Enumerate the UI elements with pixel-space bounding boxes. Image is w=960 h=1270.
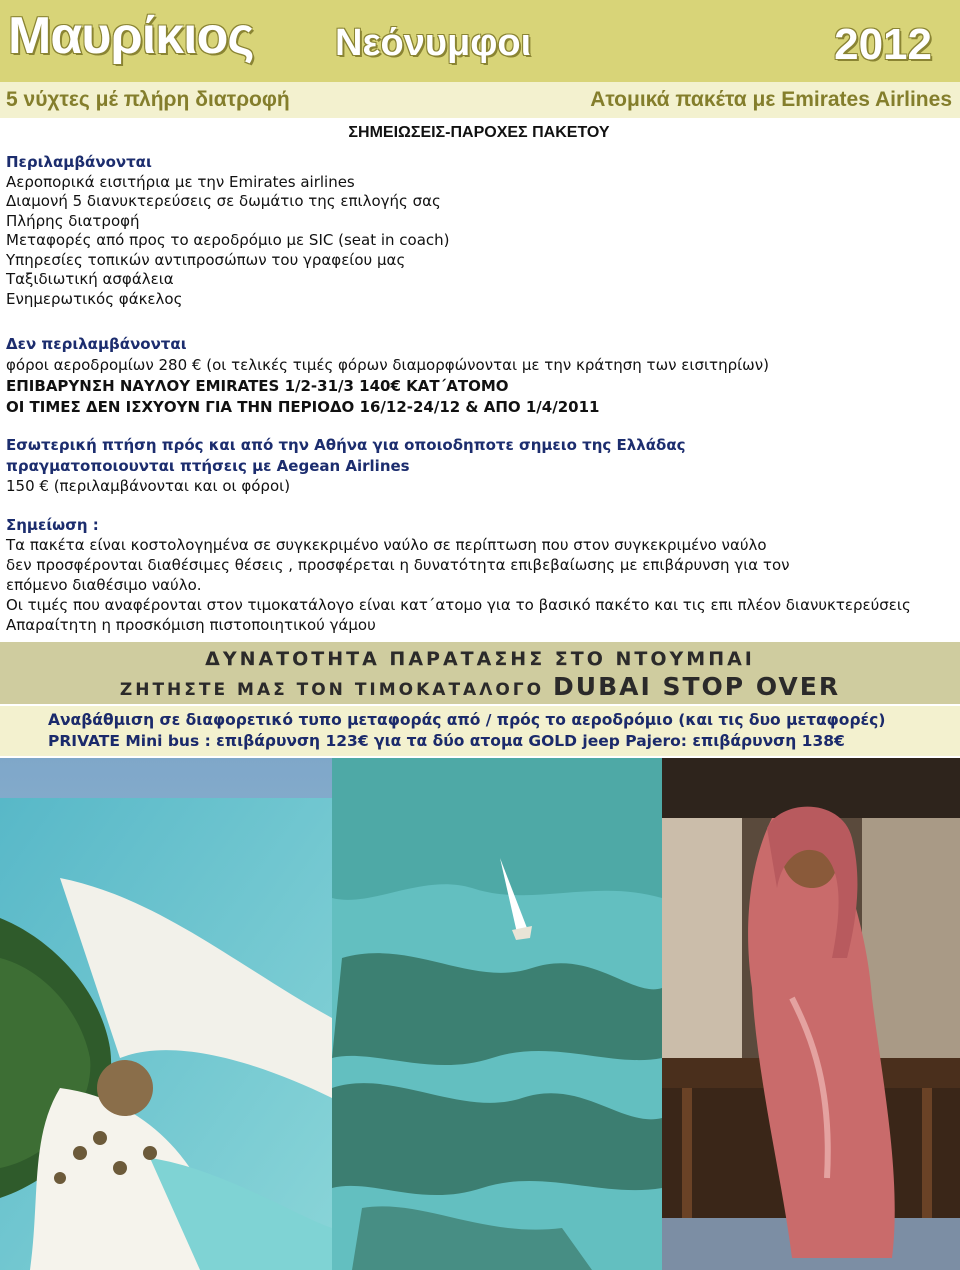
domestic-price: 150 € (περιλαμβάνονται και οι φόροι)	[6, 477, 291, 495]
included-item: Ενημερωτικός φάκελος	[6, 289, 183, 308]
note-line: Απαραίτητη η προσκόμιση πιστοποιητικού γάμου	[6, 616, 376, 634]
domestic-line: Εσωτερική πτήση πρός και από την Αθήνα για οποιοδηποτε σημειο της Ελλάδας	[6, 436, 686, 454]
package-info-text: Ατομικά πακέτα με Emirates Airlines	[590, 88, 952, 111]
domestic-flight-block	[6, 435, 686, 497]
dubai-stopover-box	[0, 642, 960, 704]
not-included-heading: Δεν περιλαμβάνονται	[6, 335, 187, 353]
domestic-line: πραγματοποιουνται πτήσεις με Aegean Airlines	[6, 456, 410, 475]
note-line: Τα πακέτα είναι κοστολογημένα σε συγκεκριμένο ναύλο σε περίπτωση που στον συγκεκριμένο ναύλο	[6, 536, 767, 554]
section-heading-text: ΣΗΜΕΙΩΣΕΙΣ-ΠΑΡΟΧΕΣ ΠΑΚΕΤΟΥ	[348, 124, 610, 141]
included-item: Διαμονή 5 διανυκτερεύσεις σε δωμάτιο της επιλογής σας	[6, 192, 441, 210]
included-item: Υπηρεσίες τοπικών αντιπροσώπων του γραφείου μας	[6, 250, 406, 269]
transfer-upgrade-box	[0, 706, 960, 756]
title-bar	[0, 0, 960, 82]
included-item: Αεροπορικά εισιτήρια με την Emirates airlines	[6, 172, 355, 191]
note-line: Οι τιμές που αναφέρονται στον τιμοκατάλογο είναι κατ΄ατομο για το βασικό πακέτο και τις επι πλέον διανυκτερεύσεις	[6, 596, 911, 614]
surcharge-text: ΕΠΙΒΑΡΥΝΣΗ ΝΑΥΛΟΥ EMIRATES 1/2-31/3 140€ ΚΑΤ΄ΑΤΟΜΟ	[6, 377, 509, 395]
subheader-bar	[0, 82, 960, 118]
validity-text: ΟΙ ΤΙΜΕΣ ΔΕΝ ΙΣΧΥΟΥΝ ΓΙΑ ΤΗΝ ΠΕΡΙΟΔΟ 16/12-24/12 & ΑΠΟ 1/4/2011	[6, 398, 600, 416]
page-subtitle: Νεόνυμφοι	[335, 22, 532, 64]
dubai-line-1: ΔΥΝΑΤΟΤΗΤΑ ΠΑΡΑΤΑΣΗΣ ΣΤΟ ΝΤΟΥΜΠΑΙ	[205, 648, 755, 670]
dubai-line-2-prefix: ΖΗΤΗΣΤΕ ΜΑΣ ΤΟΝ ΤΙΜΟΚΑΤΑΛΟΓΟ	[119, 680, 545, 700]
section-heading	[0, 124, 960, 142]
included-block	[6, 153, 450, 309]
beach-aerial-photo	[0, 758, 332, 1270]
note-block	[6, 515, 911, 635]
page-year: 2012	[834, 20, 932, 69]
upgrade-line-2: PRIVATE Mini bus : επιβάρυνση 123€ για τα δύο ατομα GOLD jeep Pajero: επιβάρυνση 138€	[48, 732, 845, 750]
note-heading: Σημείωση :	[6, 516, 99, 534]
dubai-stopover-highlight: DUBAI STOP OVER	[553, 672, 841, 701]
woman-scarf-photo	[662, 758, 960, 1270]
dubai-line-2	[0, 672, 960, 701]
note-line: επόμενο διαθέσιμο ναύλο.	[6, 576, 202, 594]
included-heading: Περιλαμβάνονται	[6, 153, 152, 171]
included-item: Ταξιδιωτική ασφάλεια	[6, 270, 174, 288]
note-line: δεν προσφέρονται διαθέσιμες θέσεις , προσφέρεται η δυνατότητα επιβεβαίωσης με επιβάρυνση για τον	[6, 556, 790, 574]
not-included-block	[6, 334, 769, 418]
upgrade-line-1: Αναβάθμιση σε διαφορετικό τυπο μεταφοράς από / πρός το αεροδρόμιο (και τις δυο μεταφορές)	[48, 711, 886, 729]
duration-text: 5 νύχτες μέ πλήρη διατροφή	[6, 88, 290, 111]
taxes-text: φόροι αεροδρομίων 280 € (οι τελικές τιμές φόρων διαμορφώνονται με την κράτηση των εισιτηρίων)	[6, 356, 769, 374]
included-item: Πλήρης διατροφή	[6, 211, 140, 230]
included-item: Μεταφορές από προς το αεροδρόμιο με SIC (seat in coach)	[6, 231, 450, 249]
page-title: Μαυρίκιος	[8, 7, 254, 65]
lagoon-sailboat-photo	[332, 758, 662, 1270]
